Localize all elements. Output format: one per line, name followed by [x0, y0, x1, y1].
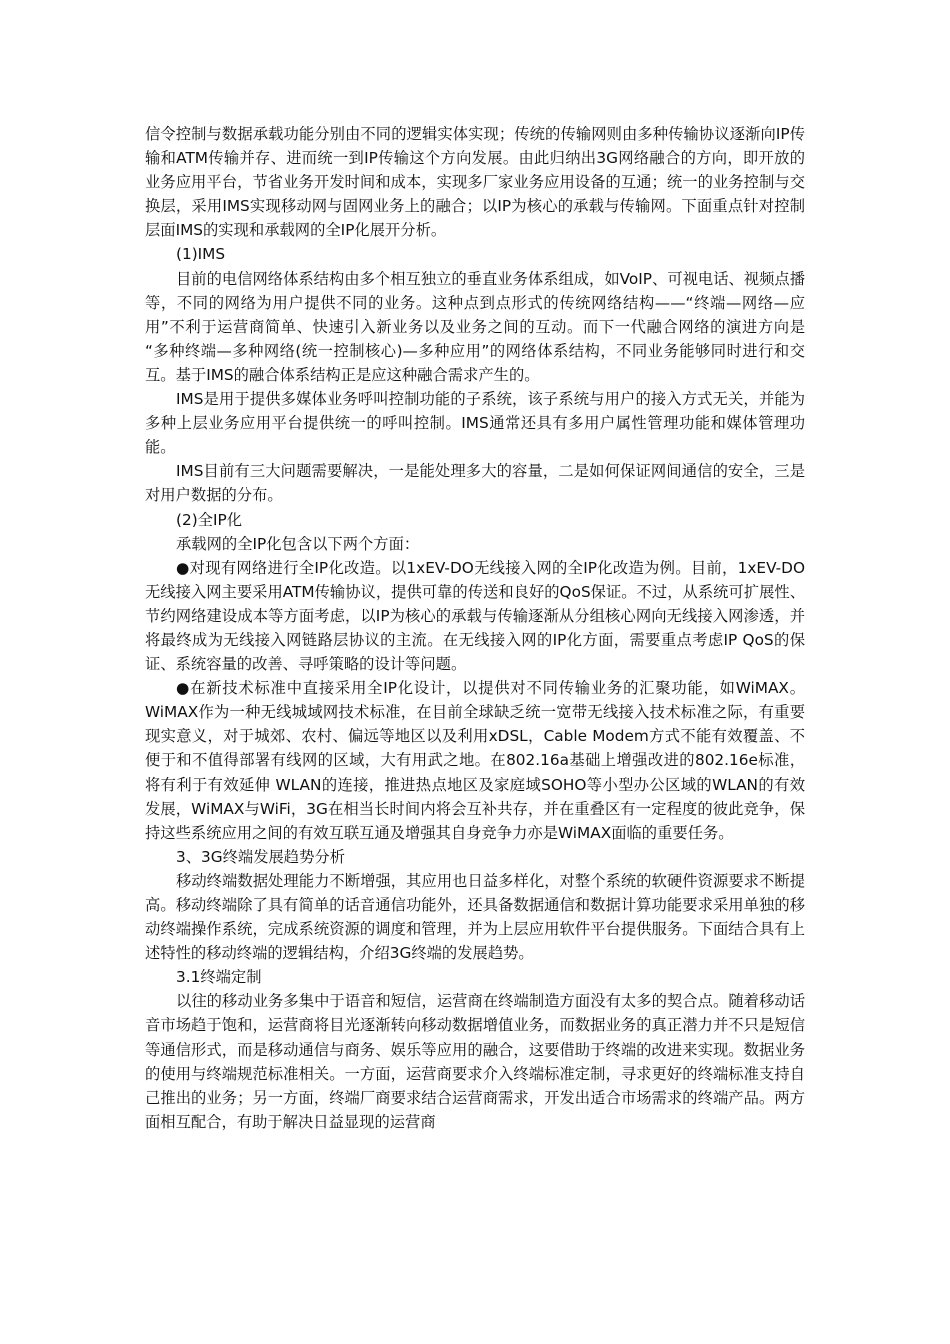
paragraph-ims-definition: IMS是用于提供多媒体业务呼叫控制功能的子系统，该子系统与用户的接入方式无关，并能为多种上层业务应用平台提供统一的呼叫控制。IMS通常还具有多用户属性管理功能和媒体管理功能。: [145, 390, 805, 457]
heading-ims: (1)IMS: [176, 245, 226, 264]
heading-all-ip: (2)全IP化: [176, 510, 242, 529]
paragraph-ims-problems: IMS目前有三大问题需要解决，一是能处理多大的容量，二是如何保证网间通信的安全，三是对用户数据的分布。: [145, 462, 805, 505]
heading-terminal-customization: 3.1终端定制: [176, 968, 262, 987]
paragraph-ims-architecture: 目前的电信网络体系结构由多个相互独立的垂直业务体系组成，如VoIP、可视电话、视频点播等，不同的网络为用户提供不同的业务。这种点到点形式的传统网络结构——“终端—网络—应用”不利于运营商简单、快速引入新业务以及业务之间的互动。而下一代融合网络的演进方向是 “多种终端—多种网络(统一控制核心)—多种应用”的网络体系结构，不同业务能够同时进行和交互。基于IMS的融合体系结构正是应这种融合需求产生的。: [145, 269, 805, 384]
paragraph-bullet-new-standard: ●在新技术标准中直接采用全IP化设计，以提供对不同传输业务的汇聚功能，如WiMAX。WiMAX作为一种无线城域网技术标准，在目前全球缺乏统一宽带无线接入技术标准之际，有重要现实意义，对于城郊、农村、偏远等地区以及利用xDSL，Cable Modem方式不能有效覆盖、不便于和不值得部署有线网的区域，大有用武之地。在802.16a基础上增强改进的802.16e标准，将有利于有效延伸 WLAN的连接，推进热点地区及家庭域SOHO等小型办公区域的WLAN的有效发展，WiMAX与WiFi，3G在相当长时间内将会互补共存，并在重叠区有一定程度的彼此竞争，保持这些系统应用之间的有效互联互通及增强其自身竞争力亦是WiMAX面临的重要任务。: [145, 679, 805, 842]
paragraph-all-ip-intro: 承载网的全IP化包含以下两个方面：: [176, 534, 420, 553]
paragraph-terminal-capability: 移动终端数据处理能力不断增强，其应用也日益多样化，对整个系统的软硬件资源要求不断提高。移动终端除了具有简单的话音通信功能外，还具备数据通信和数据计算功能要求采用单独的移动终端操作系统，完成系统资源的调度和管理，并为上层应用软件平台提供服务。下面结合具有上述特性的移动终端的逻辑结构，介绍3G终端的发展趋势。: [145, 871, 805, 963]
paragraph-bullet-existing-network: ●对现有网络进行全IP化改造。以1xEV-DO无线接入网的全IP化改造为例。目前，1xEV-DO无线接入网主要采用ATM传输协议，提供可靠的传送和良好的QoS保证。不过，从系统可扩展性、节约网络建设成本等方面考虑，以IP为核心的承载与传输逐渐从分组核心网向无线接入网渗透，并将最终成为无线接入网链路层协议的主流。在无线接入网的IP化方面，需要重点考虑IP QoS的保证、系统容量的改善、寻呼策略的设计等问题。: [145, 558, 805, 674]
heading-3g-terminal-trends: 3、3G终端发展趋势分析: [176, 847, 345, 866]
paragraph-terminal-customization: 以往的移动业务多集中于语音和短信，运营商在终端制造方面没有太多的契合点。随着移动话音市场趋于饱和，运营商将目光逐渐转向移动数据增值业务，而数据业务的真正潜力并不只是短信等通信形式，而是移动通信与商务、娱乐等应用的融合，这要借助于终端的改进来实现。数据业务的使用与终端规范标准相关。一方面，运营商要求介入终端标准定制，寻求更好的终端标准支持自己推出的业务；另一方面，终端厂商要求结合运营商需求，开发出适合市场需求的终端产品。两方面相互配合，有助于解决日益显现的运营商: [145, 992, 805, 1131]
paragraph-intro: 信令控制与数据承载功能分别由不同的逻辑实体实现；传统的传输网则由多种传输协议逐渐向IP传输和ATM传输并存、进而统一到IP传输这个方向发展。由此归纳出3G网络融合的方向，即开放的业务应用平台，节省业务开发时间和成本，实现多厂家业务应用设备的互通；统一的业务控制与交换层，采用IMS实现移动网与固网业务上的融合；以IP为核心的承载与传输网。下面重点针对控制层面IMS的实现和承载网的全IP化展开分析。: [145, 125, 805, 240]
document-page: [145, 122, 805, 1134]
